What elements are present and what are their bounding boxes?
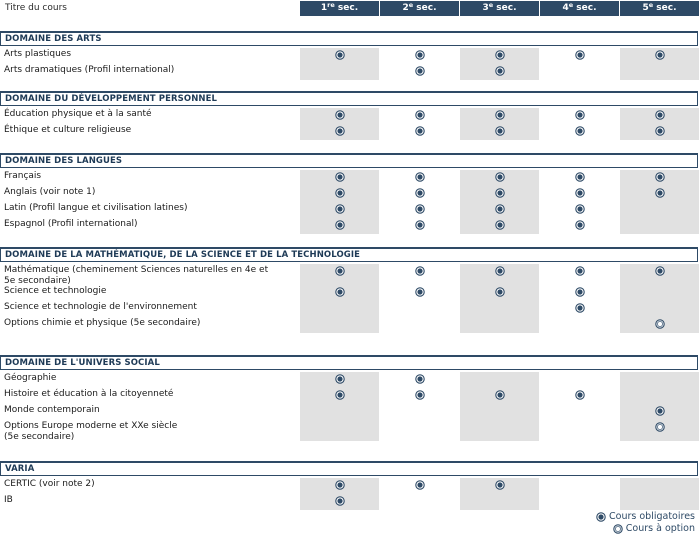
grade-header-2	[380, 1, 459, 16]
required-course-icon	[495, 480, 505, 490]
required-course-icon	[335, 496, 345, 506]
course-label	[4, 125, 131, 136]
required-course-icon	[335, 204, 345, 214]
required-course-icon	[575, 204, 585, 214]
grade-suffix: e	[488, 1, 494, 9]
course-label-line1: Arts dramatiques (Profil international)	[4, 65, 175, 75]
grade-header-5	[620, 1, 699, 16]
course-label	[4, 265, 268, 287]
legend-required-label: Cours obligatoires	[609, 511, 695, 522]
optional-course-icon	[655, 319, 665, 329]
course-label-line2: 5e secondaire)	[4, 276, 71, 286]
section-title: DOMAINE DES LANGUES	[5, 156, 123, 166]
course-label-line1: Géographie	[4, 373, 57, 383]
course-label-line1: Science et technologie de l'environnement	[4, 302, 197, 312]
required-course-icon	[335, 188, 345, 198]
grade-suffix: e	[648, 1, 654, 9]
required-course-icon	[495, 126, 505, 136]
required-course-icon	[335, 220, 345, 230]
grade-header-3	[460, 1, 539, 16]
grade-number: 5	[642, 3, 649, 13]
column-shade	[460, 372, 539, 441]
required-course-icon	[575, 266, 585, 276]
grade-sec-text: sec.	[334, 3, 359, 13]
required-course-icon	[495, 220, 505, 230]
course-label-line1: Science et technologie	[4, 286, 107, 296]
required-course-icon	[335, 172, 345, 182]
course-label-line1: Français	[4, 171, 42, 181]
required-course-icon	[655, 266, 665, 276]
section-header	[0, 31, 698, 46]
required-course-icon	[596, 512, 606, 522]
required-course-icon	[415, 126, 425, 136]
section-title: DOMAINE DU DÉVELOPPEMENT PERSONNEL	[5, 94, 218, 104]
grade-sec-text: sec.	[653, 3, 677, 13]
required-course-icon	[335, 126, 345, 136]
required-course-icon	[495, 110, 505, 120]
course-label	[4, 495, 13, 506]
course-label-line1: Mathématique (cheminement Sciences naturelles en 4e et	[4, 265, 269, 275]
grade-suffix: e	[568, 1, 574, 9]
course-label	[4, 171, 41, 182]
required-course-icon	[335, 266, 345, 276]
required-course-icon	[415, 110, 425, 120]
grade-header-4	[540, 1, 619, 16]
course-label	[4, 405, 100, 416]
required-course-icon	[655, 172, 665, 182]
course-label-line1: IB	[4, 495, 13, 505]
course-label	[4, 286, 106, 297]
course-label	[4, 109, 152, 120]
grade-number: 2	[402, 3, 409, 13]
section-title: VARIA	[5, 464, 35, 474]
course-label	[4, 389, 173, 400]
course-label	[4, 318, 200, 329]
course-label	[4, 479, 95, 490]
course-label-line2: (5e secondaire)	[4, 432, 75, 442]
section-header	[0, 247, 698, 262]
course-label-line1: Anglais (voir note 1)	[4, 187, 96, 197]
required-course-icon	[495, 266, 505, 276]
course-label-line1: Éthique et culture religieuse	[4, 125, 132, 135]
course-label-line1: Options chimie et physique (5e secondaire)	[4, 318, 201, 328]
grade-number: 4	[562, 3, 569, 13]
course-label	[4, 65, 174, 76]
required-course-icon	[575, 287, 585, 297]
course-label	[4, 219, 138, 230]
section-title: DOMAINE DES ARTS	[5, 34, 102, 44]
required-course-icon	[575, 110, 585, 120]
required-course-icon	[335, 390, 345, 400]
required-course-icon	[415, 220, 425, 230]
section-title: DOMAINE DE LA MATHÉMATIQUE, DE LA SCIENCE ET DE LA TECHNOLOGIE	[5, 250, 361, 260]
grade-sec-text: sec.	[493, 3, 517, 13]
section-title: DOMAINE DE L'UNIVERS SOCIAL	[5, 358, 160, 368]
course-label	[4, 302, 197, 313]
required-course-icon	[415, 266, 425, 276]
legend-optional-label: Cours à option	[625, 523, 695, 534]
course-label-line1: Latin (Profil langue et civilisation latines)	[4, 203, 188, 213]
grade-header-1	[300, 1, 379, 16]
grade-number: 1	[320, 3, 328, 13]
required-course-icon	[495, 390, 505, 400]
required-course-icon	[495, 204, 505, 214]
required-course-icon	[495, 287, 505, 297]
course-label	[4, 187, 95, 198]
course-label	[4, 421, 177, 443]
optional-course-icon	[655, 422, 665, 432]
required-course-icon	[575, 50, 585, 60]
column-shade	[620, 478, 699, 510]
required-course-icon	[415, 204, 425, 214]
required-course-icon	[495, 188, 505, 198]
required-course-icon	[495, 50, 505, 60]
legend-optional	[613, 523, 695, 534]
required-course-icon	[655, 110, 665, 120]
required-course-icon	[415, 374, 425, 384]
required-course-icon	[335, 480, 345, 490]
required-course-icon	[655, 126, 665, 136]
required-course-icon	[575, 390, 585, 400]
required-course-icon	[575, 220, 585, 230]
required-course-icon	[495, 66, 505, 76]
required-course-icon	[575, 126, 585, 136]
grade-suffix: re	[327, 1, 335, 9]
required-course-icon	[495, 172, 505, 182]
grade-number: 3	[482, 3, 489, 13]
course-label-line1: Éducation physique et à la santé	[4, 109, 152, 119]
required-course-icon	[575, 172, 585, 182]
optional-course-icon	[613, 524, 623, 534]
section-header	[0, 355, 698, 370]
required-course-icon	[335, 110, 345, 120]
course-label-line1: Options Europe moderne et XXe siècle	[4, 421, 178, 431]
course-label-line1: Arts plastiques	[4, 49, 72, 59]
section-header	[0, 91, 698, 106]
required-course-icon	[575, 188, 585, 198]
course-label-line1: CERTIC (voir note 2)	[4, 479, 95, 489]
required-course-icon	[335, 50, 345, 60]
required-course-icon	[335, 374, 345, 384]
section-header	[0, 461, 698, 476]
required-course-icon	[415, 172, 425, 182]
legend-required	[596, 511, 695, 522]
grade-sec-text: sec.	[413, 3, 437, 13]
required-course-icon	[335, 287, 345, 297]
required-course-icon	[415, 480, 425, 490]
required-course-icon	[415, 50, 425, 60]
required-course-icon	[415, 66, 425, 76]
section-header	[0, 153, 698, 168]
grade-suffix: e	[408, 1, 414, 9]
required-course-icon	[415, 390, 425, 400]
required-course-icon	[575, 303, 585, 313]
course-label-line1: Histoire et éducation à la citoyenneté	[4, 389, 174, 399]
course-label	[4, 203, 187, 214]
required-course-icon	[655, 188, 665, 198]
required-course-icon	[655, 50, 665, 60]
course-label	[4, 373, 56, 384]
required-course-icon	[655, 406, 665, 416]
course-label	[4, 49, 71, 60]
course-label-line1: Monde contemporain	[4, 405, 100, 415]
required-course-icon	[415, 287, 425, 297]
required-course-icon	[415, 188, 425, 198]
course-title-header: Titre du cours	[5, 3, 67, 13]
course-label-line1: Espagnol (Profil international)	[4, 219, 138, 229]
grade-sec-text: sec.	[573, 3, 597, 13]
